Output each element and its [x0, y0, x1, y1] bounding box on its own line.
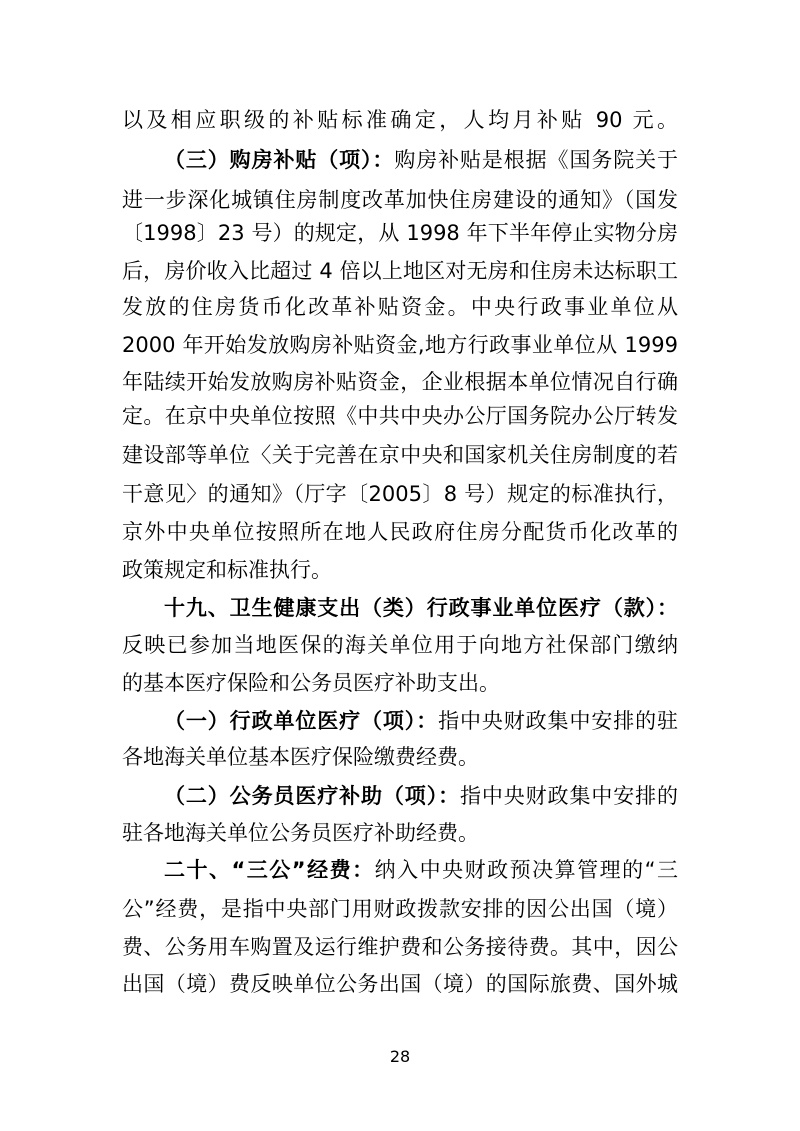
line-text: 2000 年开始发放购房补贴资金,地方行政事业单位从 1999 [122, 333, 678, 357]
text-line [122, 895, 678, 923]
text-line [122, 219, 678, 247]
line-text: 进一步深化城镇住房制度改革加快住房建设的通知》（国发 [122, 188, 678, 212]
line-text: 年陆续开始发放购房补贴资金，企业根据本单位情况自行确 [122, 370, 678, 394]
text-line [122, 441, 678, 469]
text-line [164, 707, 678, 735]
text-line [122, 933, 678, 961]
line-text: 干意见〉的通知》（厅字〔2005〕8 号）规定的标准执行， [122, 482, 678, 506]
text-line [122, 631, 678, 659]
section-heading: （三）购房补贴（项）： [164, 148, 395, 172]
line-text: 驻各地海关单位公务员医疗补助经费。 [122, 821, 479, 845]
section-heading: 十九、卫生健康支出（类）行政事业单位医疗（款）： [164, 596, 678, 620]
text-line [122, 106, 678, 134]
line-text: 发放的住房货币化改革补贴资金。中央行政事业单位从 [122, 295, 678, 319]
page-number: 28 [389, 1047, 411, 1066]
line-text: 购房补贴是根据《国务院关于 [394, 148, 679, 172]
text-line [122, 368, 678, 396]
text-line [122, 331, 678, 359]
text-line [122, 970, 678, 998]
line-text: 出国（境）费反映单位公务出国（境）的国际旅费、国外城 [122, 972, 678, 996]
line-text: 政策规定和标准执行。 [122, 558, 332, 582]
line-text: 费、公务用车购置及运行维护费和公务接待费。其中，因公 [122, 935, 678, 959]
text-line [122, 518, 678, 546]
text-line [122, 293, 678, 321]
line-text: 指中央财政集中安排的 [459, 784, 679, 808]
line-text: 后，房价收入比超过 4 倍以上地区对无房和住房未达标职工 [122, 259, 678, 283]
section-heading: 二十、“三公”经费： [164, 858, 375, 882]
text-line [122, 556, 678, 584]
text-line [122, 480, 678, 508]
text-line [164, 782, 678, 810]
line-text: 定。在京中央单位按照《中共中央办公厅国务院办公厅转发 [122, 404, 678, 428]
line-text: 〔1998〕23 号）的规定，从 1998 年下半年停止实物分房 [122, 221, 678, 245]
section-heading: （二）公务员医疗补助（项）： [164, 784, 460, 808]
text-line [164, 146, 678, 174]
line-text: 各地海关单位基本医疗保险缴费经费。 [122, 745, 479, 769]
text-line [122, 186, 678, 214]
text-line [122, 257, 678, 285]
line-text: 建设部等单位〈关于完善在京中央和国家机关住房制度的若 [122, 443, 678, 467]
text-line [122, 669, 678, 697]
line-text: 的基本医疗保险和公务员医疗补助支出。 [122, 671, 500, 695]
line-text: 京外中央单位按照所在地人民政府住房分配货币化改革的 [122, 520, 678, 544]
text-line [164, 856, 678, 884]
line-text: 以及相应职级的补贴标准确定，人均月补贴 90 元。 [122, 108, 678, 132]
text-line [122, 402, 678, 430]
text-line [122, 743, 678, 771]
text-line [164, 594, 678, 622]
line-text: 指中央财政集中安排的驻 [438, 709, 679, 733]
line-text: 公”经费，是指中央部门用财政拨款安排的因公出国（境） [122, 897, 678, 921]
line-text: 纳入中央财政预决算管理的“三 [374, 858, 678, 882]
line-text: 反映已参加当地医保的海关单位用于向地方社保部门缴纳 [122, 633, 678, 657]
text-line [122, 819, 678, 847]
section-heading: （一）行政单位医疗（项）： [164, 709, 439, 733]
